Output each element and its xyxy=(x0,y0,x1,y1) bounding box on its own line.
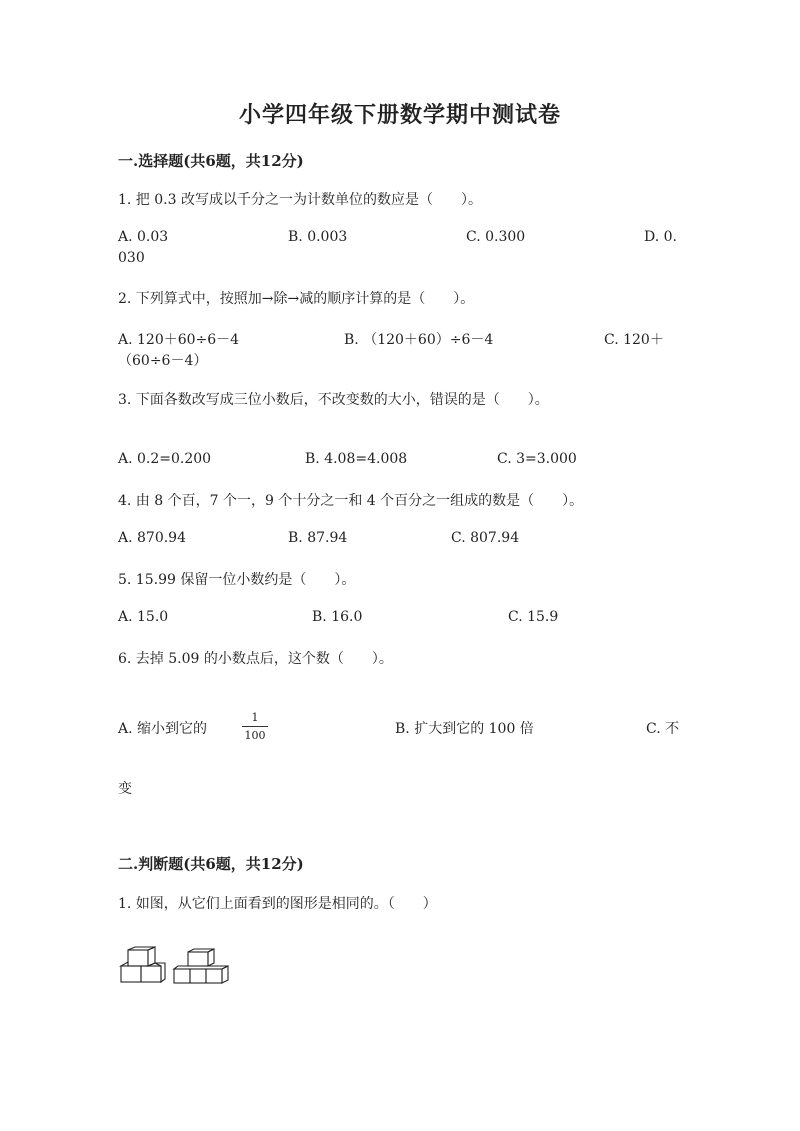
cube-figure-right xyxy=(174,949,228,983)
option-a: A. 120＋60÷6－4 xyxy=(118,332,240,348)
option-c: C. 120＋ xyxy=(604,332,664,348)
option-b: B. 87.94 xyxy=(288,530,348,546)
option-a: A. 0.03 xyxy=(118,229,169,245)
section-heading-judgement: 二.判断题(共6题，共12分) xyxy=(118,855,304,873)
option-c: C. 15.9 xyxy=(508,609,559,625)
question-stem: 1. 如图，从它们上面看到的图形是相同的。（ ） xyxy=(118,896,437,912)
option-c: C. 3=3.000 xyxy=(497,451,577,467)
cube-figure-left xyxy=(121,947,165,982)
fraction-denominator: 100 xyxy=(244,729,266,742)
option-c-wrap: （60÷6－4） xyxy=(118,353,208,369)
cube-figures xyxy=(118,946,238,986)
question-stem: 2. 下列算式中，按照加→除→减的顺序计算的是（ ）。 xyxy=(118,291,475,307)
option-d-wrap: 030 xyxy=(118,250,145,266)
option-a: A. 15.0 xyxy=(118,609,169,625)
fraction-one-hundredth xyxy=(240,712,270,741)
option-a: A. 870.94 xyxy=(118,530,186,546)
question-stem: 1. 把 0.3 改写成以千分之一为计数单位的数应是（ ）。 xyxy=(118,192,482,208)
option-d: D. 0. xyxy=(644,229,677,245)
option-b: B. 16.0 xyxy=(312,609,363,625)
page-title: 小学四年级下册数学期中测试卷 xyxy=(238,102,561,128)
option-c: C. 不 xyxy=(646,721,680,737)
option-b: B. 4.08=4.008 xyxy=(305,451,408,467)
question-stem: 3. 下面各数改写成三位小数后，不改变数的大小，错误的是（ ）。 xyxy=(118,392,549,408)
option-b: B. 0.003 xyxy=(288,229,348,245)
question-stem: 6. 去掉 5.09 的小数点后，这个数（ ）。 xyxy=(118,651,393,667)
option-b: B. （120＋60）÷6－4 xyxy=(344,332,494,348)
option-c: C. 0.300 xyxy=(466,229,526,245)
question-stem: 4. 由 8 个百，7 个一，9 个十分之一和 4 个百分之一组成的数是（ ）。 xyxy=(118,493,584,509)
option-c-wrap: 变 xyxy=(118,781,132,797)
option-c: C. 807.94 xyxy=(451,530,520,546)
section-heading-choice: 一.选择题(共6题，共12分) xyxy=(118,152,304,170)
option-a: A. 缩小到它的 xyxy=(118,721,208,737)
fraction-numerator: 1 xyxy=(251,711,259,724)
option-a: A. 0.2=0.200 xyxy=(118,451,212,467)
option-b: B. 扩大到它的 100 倍 xyxy=(395,721,534,737)
question-stem: 5. 15.99 保留一位小数约是（ ）。 xyxy=(118,572,356,588)
